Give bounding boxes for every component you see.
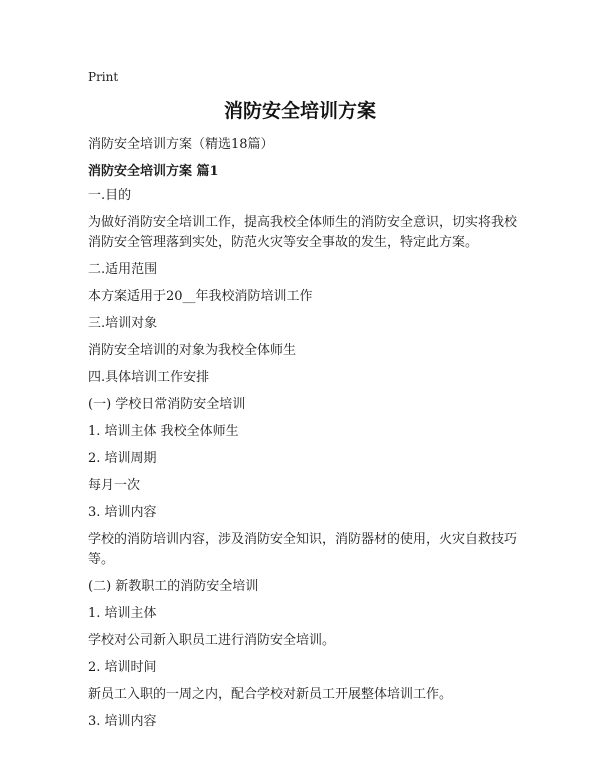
paragraph: 为做好消防安全培训工作，提高我校全体师生的消防安全意识，切实将我校消防安全管理落到实处，防范火灾等安全事故的发生，特定此方案。 [88,215,518,250]
paragraph: 学校的消防培训内容，涉及消防安全知识，消防器材的使用，火灾自救技巧等。 [88,532,518,567]
paragraph-heading: 四.具体培训工作安排 [88,370,210,385]
paragraph-heading: 三.培训对象 [88,316,158,331]
paragraph: 1. 培训主体 我校全体师生 [88,424,239,439]
paragraph: 3. 培训内容 [88,505,157,520]
document-subtitle: 消防安全培训方案（精选18篇） [88,137,274,152]
document-title: 消防安全培训方案 [223,100,376,122]
paragraph: 1. 培训主体 [88,606,157,621]
paragraph: 新员工入职的一周之内，配合学校对新员工开展整体培训工作。 [88,687,453,702]
paragraph-heading: 二.适用范围 [88,262,158,277]
section-heading: 消防安全培训方案 篇1 [88,164,219,179]
paragraph: 每月一次 [88,478,141,493]
document-body [88,186,528,739]
paragraph: (二) 新教职工的消防安全培训 [88,579,259,594]
print-label[interactable]: Print [88,70,119,84]
paragraph: 3. 培训内容 [88,714,157,729]
paragraph: 2. 培训时间 [88,660,157,675]
paragraph-heading: 一.目的 [88,188,132,203]
paragraph: 2. 培训周期 [88,451,157,466]
paragraph: 学校对公司新入职员工进行消防安全培训。 [88,633,336,648]
paragraph: (一) 学校日常消防安全培训 [88,397,246,412]
paragraph: 消防安全培训的对象为我校全体师生 [88,343,297,358]
paragraph: 本方案适用于20__年我校消防培训工作 [88,289,313,304]
